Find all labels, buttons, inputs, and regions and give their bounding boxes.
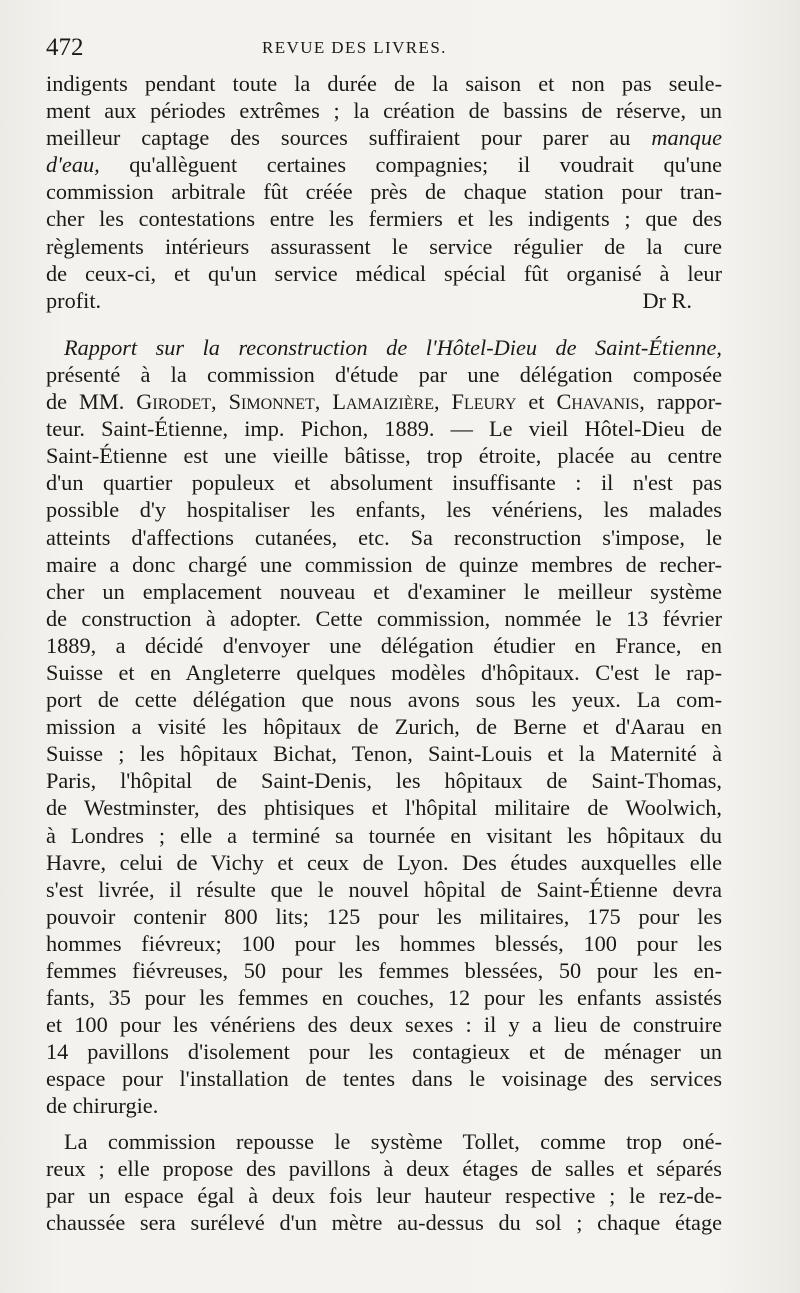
author-name: Fleury bbox=[451, 389, 517, 415]
text-line: La commission repousse le système Tollet, comme trop oné- bbox=[64, 1128, 722, 1154]
text-line bbox=[46, 124, 722, 151]
text-line: Havre, celui de Vichy et ceux de Lyon. Des études auxquelles elle bbox=[46, 849, 722, 875]
text-line: à Londres ; elle a terminé sa tournée en visitant les hôpitaux du bbox=[46, 822, 722, 848]
page-body bbox=[46, 70, 722, 1236]
text-line: et 100 pour les vénériens des deux sexes : il y a lieu de construire bbox=[46, 1012, 722, 1038]
paragraph-1 bbox=[46, 70, 722, 314]
author-signature: Dr R. bbox=[642, 287, 692, 313]
text-line: s'est livrée, il résulte que le nouvel hôpital de Saint-Étienne devra bbox=[46, 876, 722, 902]
text-line: d'un quartier populeux et absolument insuffisante : il n'est pas bbox=[46, 470, 722, 496]
author-name: Lamaizière bbox=[332, 389, 434, 415]
paragraph-2-review bbox=[46, 334, 722, 1120]
text-segment: , rappor- bbox=[639, 389, 722, 415]
author-name: Chavanis bbox=[556, 389, 640, 415]
text-segment: de MM. bbox=[46, 389, 125, 415]
text-line bbox=[46, 151, 722, 178]
text-line: Paris, l'hôpital de Saint-Denis, les hôpitaux de Saint-Thomas, bbox=[46, 768, 722, 794]
text-line: Suisse ; les hôpitaux Bichat, Tenon, Saint-Louis et la Maternité à bbox=[46, 741, 722, 767]
text-line: de chirurgie. bbox=[46, 1093, 159, 1119]
text-segment: meilleur captage des sources suffiraient pour parer au bbox=[46, 125, 631, 151]
text-line: mission a visité les hôpitaux de Zurich, de Berne et d'Aarau en bbox=[46, 714, 722, 740]
paragraph-gap bbox=[46, 314, 722, 334]
text-segment: qu'allèguent certaines compagnies; il voudrait qu'une bbox=[129, 152, 722, 178]
author-name: Girodet bbox=[136, 389, 212, 415]
text-line: possible d'y hospitaliser les enfants, les vénériens, les malades bbox=[46, 497, 722, 523]
paragraph-3 bbox=[46, 1128, 722, 1236]
text-line: femmes fiévreuses, 50 pour les femmes blessées, 50 pour les en- bbox=[46, 958, 722, 983]
text-line: commission arbitrale fût créée près de chaque station pour tran- bbox=[46, 179, 722, 205]
text-line: maire a donc chargé une commission de quinze membres de recher- bbox=[46, 551, 722, 577]
text-line: par un espace égal à deux fois leur hauteur respective ; le rez-de- bbox=[46, 1182, 722, 1208]
signature-line bbox=[46, 287, 722, 314]
text-line: ment aux périodes extrêmes ; la création de bassins de réserve, un bbox=[46, 98, 722, 124]
text-line: fants, 35 pour les femmes en couches, 12 pour les enfants assistés bbox=[46, 985, 722, 1011]
running-head: REVUE DES LIVRES. bbox=[262, 38, 447, 57]
text-line: règlements intérieurs assurassent le service régulier de la cure bbox=[46, 233, 722, 259]
text-line: pouvoir contenir 800 lits; 125 pour les militaires, 175 pour les bbox=[46, 903, 722, 929]
text-line: cher les contestations entre les fermiers et les indigents ; que des bbox=[46, 206, 722, 232]
review-title: Rapport sur la reconstruction de l'Hôtel-Dieu de Saint-Étienne, bbox=[64, 334, 722, 360]
text-line: indigents pendant toute la durée de la saison et non pas seule- bbox=[46, 71, 722, 96]
author-name: Simonnet bbox=[228, 389, 315, 415]
text-line: 1889, a décidé d'envoyer une délégation étudier en France, en bbox=[46, 632, 722, 658]
text-line: présenté à la commission d'étude par une délégation composée bbox=[46, 361, 722, 387]
text-line: reux ; elle propose des pavillons à deux étages de salles et séparés bbox=[46, 1155, 722, 1181]
page-number: 472 bbox=[46, 34, 84, 61]
text-line: teur. Saint-Étienne, imp. Pichon, 1889. — Le vieil Hôtel-Dieu de bbox=[46, 416, 722, 442]
authors-line: de MM. Girodet, Simonnet, Lamaizière, Fleury et Chavanis, rappor- bbox=[46, 389, 722, 415]
text-line: Suisse et en Angleterre quelques modèles d'hôpitaux. C'est le rap- bbox=[46, 659, 722, 685]
page-header bbox=[46, 34, 722, 64]
text-line: 14 pavillons d'isolement pour les contagieux et de ménager un bbox=[46, 1039, 722, 1065]
text-line: cher un emplacement nouveau et d'examiner le meilleur système bbox=[46, 578, 722, 604]
text-line: espace pour l'installation de tentes dans le voisinage des services bbox=[46, 1066, 722, 1092]
text-segment: et bbox=[528, 389, 545, 415]
text-line: chaussée sera surélevé d'un mètre au-dessus du sol ; chaque étage bbox=[46, 1209, 722, 1235]
italic-term: d'eau, bbox=[46, 152, 100, 178]
italic-term: manque bbox=[651, 125, 722, 151]
text-line: de ceux-ci, et qu'un service médical spécial fût organisé à leur bbox=[46, 260, 722, 286]
text-line: port de cette délégation que nous avons sous les yeux. La com- bbox=[46, 687, 722, 713]
paragraph-gap bbox=[46, 1120, 722, 1128]
text-line: Saint-Étienne est une vieille bâtisse, trop étroite, placée au centre bbox=[46, 443, 722, 469]
text-line: de construction à adopter. Cette commission, nommée le 13 février bbox=[46, 605, 722, 631]
text-line: hommes fiévreux; 100 pour les hommes blessés, 100 pour les bbox=[46, 930, 722, 956]
text-line: atteints d'affections cutanées, etc. Sa reconstruction s'impose, le bbox=[46, 524, 722, 550]
text-line: de Westminster, des phtisiques et l'hôpital militaire de Woolwich, bbox=[46, 795, 722, 821]
text-segment: profit. bbox=[46, 287, 102, 313]
